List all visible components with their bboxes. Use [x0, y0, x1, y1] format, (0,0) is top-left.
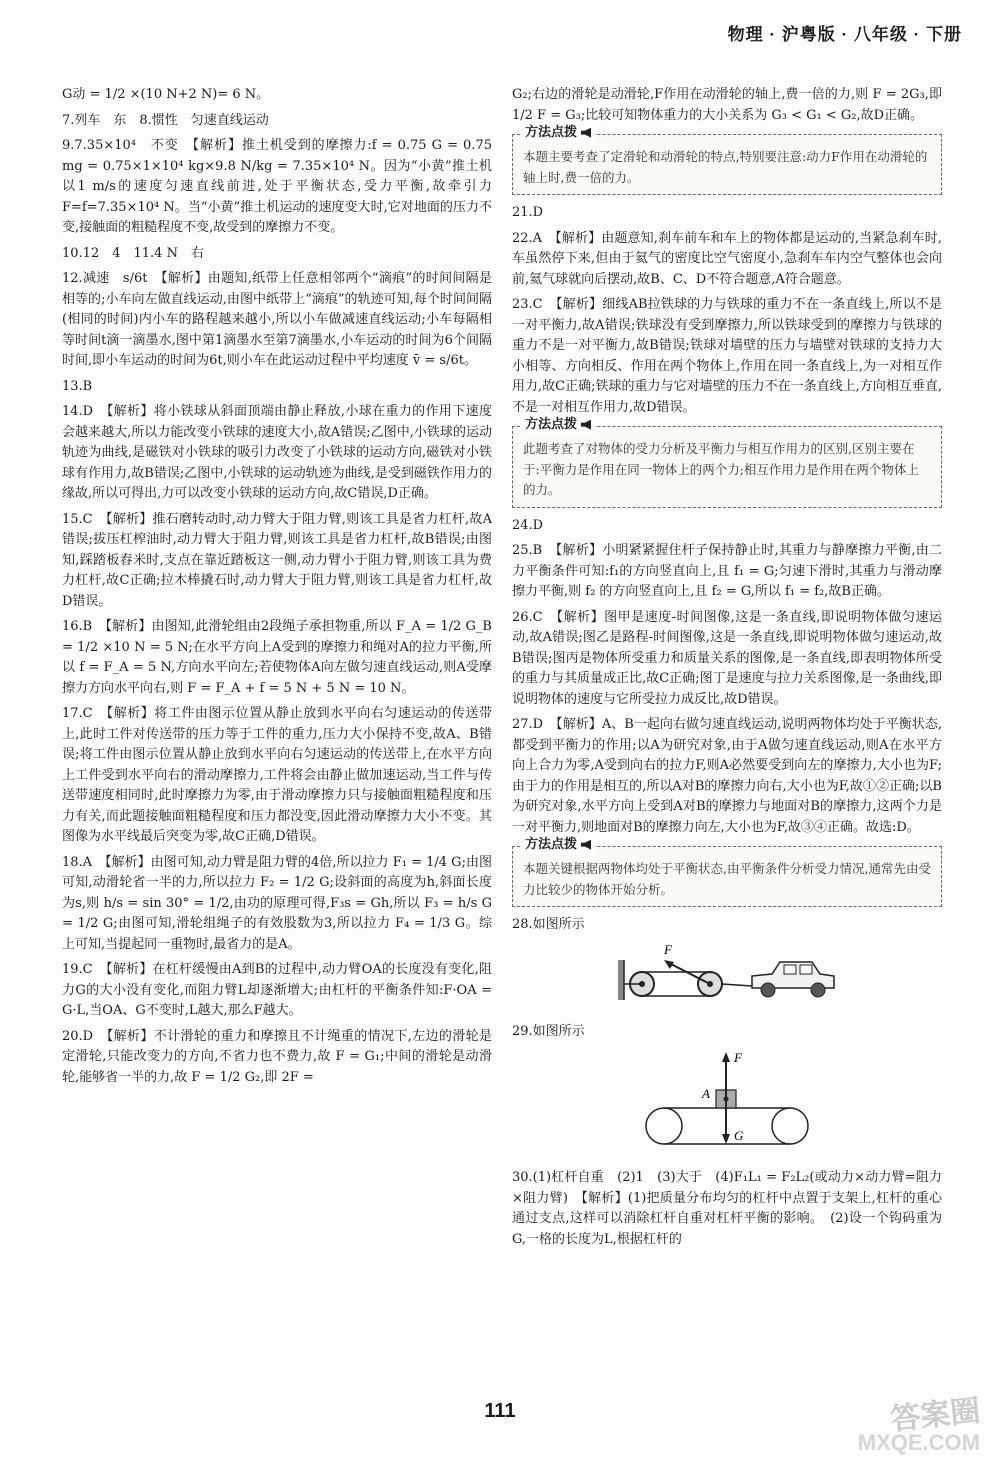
answer-paragraph: 19.C 【解析】在杠杆缓慢由A到B的过程中,动力臂OA的长度没有变化,阻力G的大小没有变化,而阻力臂L却逐渐增大;由杠杆的平衡条件知:F·OA = G·L,当OA、G不变时,L越大,那么F越大。	[62, 962, 492, 1018]
answer-paragraph: 28.如图所示	[512, 917, 585, 932]
figure-28-car-towing-diagram	[612, 942, 842, 1012]
answer-paragraph: 21.D	[512, 205, 544, 220]
method-tip-title: 方法点拨	[521, 414, 595, 435]
speaker-icon	[581, 840, 591, 850]
force-label-G: G	[734, 1128, 744, 1143]
force-label-F: F	[734, 1050, 742, 1065]
method-tip-text: 本题关键根据两物体均处于平衡状态,由平衡条件分析受力情况,通常先由受力比较少的物体开始分析。	[523, 861, 931, 897]
page-number: 111	[484, 1400, 516, 1422]
answer-paragraph: 29.如图所示	[512, 1023, 585, 1039]
method-tip-text: 本题主要考查了定滑轮和动滑轮的特点,特别要注意:动力F作用在动滑轮的轴上时,费一倍的力。	[523, 149, 928, 185]
page-header: 物理 · 沪粤版 · 八年级 · 下册	[727, 25, 962, 44]
answer-paragraph: 12.减速 s/6t 【解析】由题知,纸带上任意相邻两个“滴痕”的时间间隔是相等的;小车向左做直线运动,由图中纸带上“滴痕”的轨迹可知,每个时间间隔(相同的时间)内小车的路程越来越小,所以小车做减速直线运动;小车每隔相等时间t滴一滴墨水,图中第1滴墨水至第7滴墨水,小车运动的时间为6个间隔时间,即小车运动的时间为6t,则小车在此运动过程中平均速度 v̄ = s/6t。	[62, 271, 492, 368]
method-tip-title: 方法点拨	[521, 122, 595, 143]
answer-paragraph: 18.A 【解析】由图可知,动力臂是阻力臂的4倍,所以拉力 F₁ = 1/4 G;由图可知,动滑轮省一半的力,所以拉力 F₂ = 1/2 G;设斜面的高度为h,斜面长度为s,则 h/s = sin 30° = 1/2,由功的原理可得,F₃s = Gh,所以 F₃ = h/s G = 1/2 G;由图可知,滑轮组绳子的有效股数为3,所以拉力 F₄ = 1/3 G。综上可知,当提起同一重物时,最省力的是A。	[62, 854, 492, 952]
answer-paragraph: 17.C 【解析】将工件由图示位置从静止放到水平向右匀速运动的传送带上,此时工件对传送带的压力等于工件的重力,压力大小保持不变,故A、B错误;将工件由图示位置从静止放到水平向右匀速运动的传送带上,在水平方向上工件受到水平向右的滑动摩擦力,工件将会由静止做加速运动,当工件与传送带速度相同时,此时摩擦力为零,由于滑动摩擦力只与接触面粗糙程度和压力有关,而此题接触面粗糙程度和压力都没变,因此滑动摩擦力大小不变。其图像为水平线最后突变为零,故C正确,D错误。	[62, 706, 492, 844]
answer-paragraph: 10.12 4 11.4 N 右	[62, 245, 204, 261]
block-label-A: A	[702, 1086, 710, 1101]
right-column	[512, 85, 942, 1255]
watermark-url: MXQE.COM	[857, 1430, 980, 1455]
car	[752, 962, 834, 997]
answer-paragraph: 13.B	[62, 378, 93, 394]
speaker-icon	[581, 128, 591, 138]
force-label-F: F	[664, 941, 672, 957]
watermark-logo: 答案圈	[888, 1394, 982, 1437]
answer-paragraph: G₂;右边的滑轮是动滑轮,F作用在动滑轮的轴上,费一倍的力,则 F = 2G₃,即 1/2 F = G₃;比较可知物体重力的大小关系为 G₃ < G₁ < G₂,故D正确。	[512, 87, 942, 123]
method-tip-box	[512, 836, 942, 907]
answer-paragraph: 26.C 【解析】图甲是速度-时间图像,这是一条直线,即说明物体做匀速运动,故A错误;图乙是路程-时间图像,这是一条直线,即说明物体做匀速运动,故B错误;图丙是物体所受重力和质量关系的图像,是一条直线,即表明物体所受的重力与其质量成正比,故C正确;图丁是速度与拉力关系图像,是一条曲线,即说明物体的速度与它所受拉力成反比,故D错误。	[512, 609, 942, 707]
speaker-icon	[581, 420, 591, 430]
figure-29-conveyor-block-diagram	[642, 1048, 812, 1158]
answer-paragraph: 7.列车 东 8.惯性 匀速直线运动	[62, 112, 269, 128]
answer-paragraph: 25.B 【解析】小明紧紧握住杆子保持静止时,其重力与静摩擦力平衡,由二力平衡条件可知:f₁的方向竖直向上,且 f₁ = G;匀速下滑时,其重力与滑动摩擦力平衡,则 f₂ 的方向竖直向上,且 f₂ = G,所以 f₁ = f₂,故B正确。	[512, 543, 942, 599]
left-column	[62, 85, 492, 1093]
answer-paragraph: G动 = 1/2 ×(10 N+2 N)= 6 N。	[62, 87, 270, 102]
answer-paragraph: 22.A 【解析】由题意知,刹车前车和车上的物体都是运动的,当紧急刹车时,车虽然停下来,但由于氦气的密度比空气密度小,急刹车车内空气整体也会向前,氦气球就向后摆动,故B、C、D不符合题意,A符合题意。	[512, 230, 942, 287]
answer-paragraph: 23.C 【解析】细线AB拉铁球的力与铁球的重力不在一条直线上,所以不是一对平衡力,故A错误;铁球没有受到摩擦力,所以铁球受到的摩擦力与铁球的重力不是一对平衡力,故B错误;铁球对墙壁的压力与墙壁对铁球的支持力大小相等、方向相反、作用在两个物体上,作用在同一条直线上,为一对相互作用力,故C正确;铁球的重力与它对墙壁的压力不在一条直线上,方向相互垂直,不是一对相互作用力,故D错误。	[512, 297, 942, 415]
wall	[618, 960, 624, 1000]
answer-paragraph: 14.D 【解析】将小铁球从斜面顶端由静止释放,小球在重力的作用下速度会越来越大,所以力能改变小铁球的速度大小,故A错误;乙图中,小铁球的运动轨迹为曲线,是磁铁对小铁球的吸引力改变了小铁球的运动方向,磁铁对小铁球有作用力,故B错误;乙图中,小铁球的运动轨迹为曲线,是受到磁铁作用力的缘故,所以可得出,力可以改变小铁球的运动方向,故C错误,D正确。	[62, 404, 492, 501]
answer-paragraph: 16.B 【解析】由图知,此滑轮组由2段绳子承担物重,所以 F_A = 1/2 G_B = 1/2 ×10 N = 5 N;在水平方向上A受到的摩擦力和绳对A的拉力平衡,所以 f = F_A = 5 N,方向水平向左;若使物体A向左做匀速直线运动,则A受摩擦力方向水平向右,则 F = F_A + f = 5 N + 5 N = 10 N。	[62, 619, 492, 696]
answer-paragraph: 30.(1)杠杆自重 (2)1 (3)大于 (4)F₁L₁ = F₂L₂(或动力×动力臂=阻力×阻力臂) 【解析】(1)把质量分布均匀的杠杆中点置于支架上,杠杆的重心通过支点,这样可以消除杠杆自重对杠杆平衡的影响。 (2)设一个钩码重为G,一格的长度为L,根据杠杆的	[512, 1170, 942, 1247]
answer-paragraph: 20.D 【解析】不计滑轮的重力和摩擦且不计绳重的情况下,左边的滑轮是定滑轮,只能改变力的方向,不省力也不费力,故 F = G₁;中间的滑轮是动滑轮,能够省一半的力,故 F = 1/2 G₂,即 2F =	[62, 1028, 492, 1085]
answer-paragraph: 27.D 【解析】A、B一起向右做匀速直线运动,说明两物体均处于平衡状态,都受到平衡力的作用;以A为研究对象,由于A做匀速直线运动,则A在水平方向上合力为零,A受到向右的拉力F,则A必然要受到向左的摩擦力,大小也为F;由于力的作用是相互的,所以A对B的摩擦力向右,大小也为F,故①②正确;以B为研究对象,水平方向上受到A对B的摩擦力与地面对B的摩擦力,这两个力是一对平衡力,则地面对B的摩擦力向左,大小也为F,故③④正确。故选:D。	[512, 717, 942, 835]
answer-paragraph: 24.D	[512, 517, 544, 533]
method-tip-text: 此题考查了对物体的受力分析及平衡力与相互作用力的区别,区别主要在于:平衡力是作用在同一物体上的两个力;相互作用力是作用在两个物体上的力。	[523, 441, 919, 497]
method-tip-box	[512, 416, 942, 508]
method-tip-title: 方法点拨	[521, 834, 595, 855]
answer-paragraph: 9.7.35×10⁴ 不变 【解析】推土机受到的摩擦力:f = 0.75 G = 0.75 mg = 0.75×1×10⁴ kg×9.8 N/kg = 7.35×10⁴ N。因为“小黄”推土机以1 m/s的速度匀速直线前进,处于平衡状态,受力平衡,故牵引力 F=f=7.35×10⁴ N。当“小黄”推土机运动的速度变大时,它对地面的压力不变,接触面的粗糙程度不变,故受到的摩擦力不变。	[62, 138, 492, 235]
method-tip-box	[512, 124, 942, 195]
answer-paragraph: 15.C 【解析】推石磨转动时,动力臂大于阻力臂,则该工具是省力杠杆,故A错误;拔压杠榨油时,动力臂大于阻力臂,则该工具是省力杠杆,故B错误;由图知,踩踏板舂米时,支点在靠近踏板这一侧,动力臂小于阻力臂,则该工具为费力杠杆,故C正确;拉木棒撬石时,动力臂大于阻力臂,则该工具是省力杠杆,故D错误。	[62, 511, 492, 609]
